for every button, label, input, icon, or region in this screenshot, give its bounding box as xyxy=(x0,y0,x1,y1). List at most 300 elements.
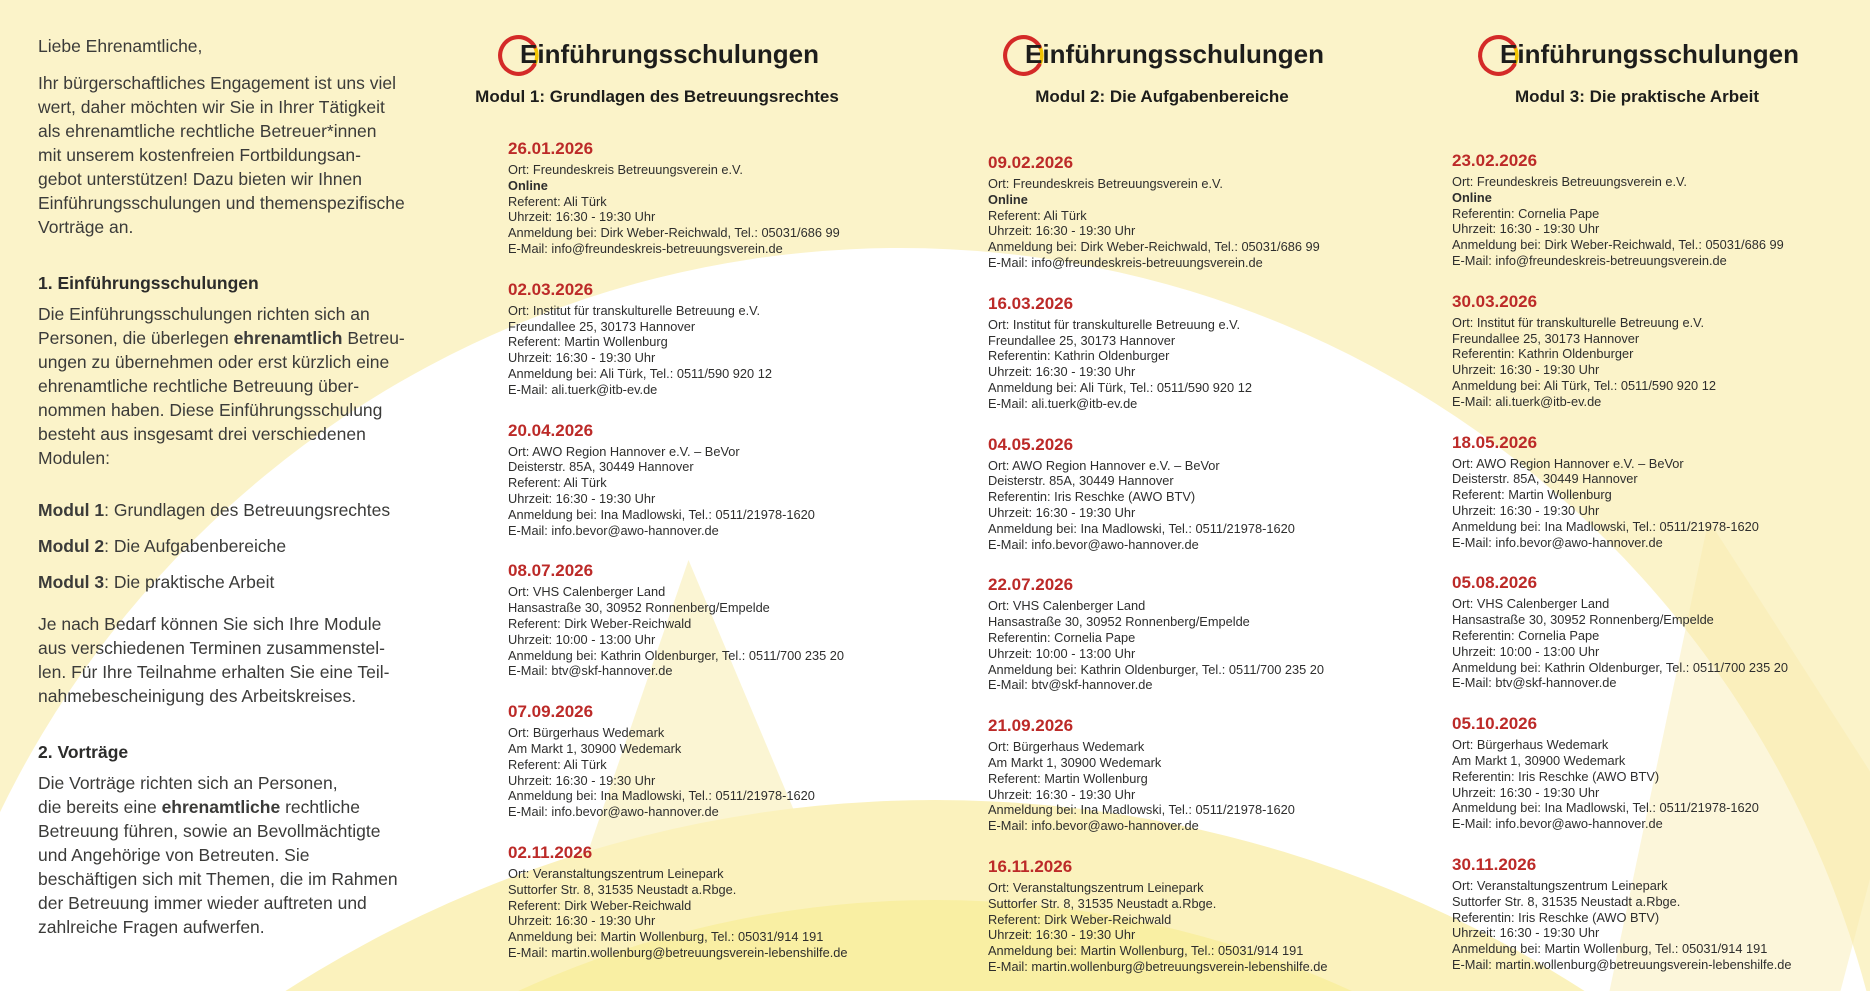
text: Referent: Martin Wollenburg xyxy=(508,334,668,350)
event-line xyxy=(1452,612,1852,628)
event-line xyxy=(1452,253,1852,269)
text: Hansastraße 30, 30952 Ronnenberg/Empelde xyxy=(508,600,770,616)
text: Ort: AWO Region Hannover e.V. – BeVor xyxy=(1452,455,1684,471)
module-subtitle: Modul 3: Die praktische Arbeit xyxy=(1514,87,1760,106)
text: Referentin: Cornelia Pape xyxy=(1452,627,1600,643)
event-entry xyxy=(508,280,872,398)
module-column xyxy=(442,34,872,984)
text: Anmeldung bei: Kathrin Oldenburger, Tel.: 0511/700 235 20 xyxy=(1452,659,1789,675)
text: die bereits eine xyxy=(38,797,162,817)
text: Ort: Freundeskreis Betreuungsverein e.V. xyxy=(1452,174,1687,189)
text-line xyxy=(38,350,438,374)
event-line xyxy=(988,396,1377,412)
event-line xyxy=(508,241,872,257)
event-entry xyxy=(988,435,1377,553)
event-line xyxy=(508,444,872,460)
event-line xyxy=(508,350,872,366)
text: Uhrzeit: 16:30 - 19:30 Uhr xyxy=(988,504,1136,520)
event-line xyxy=(988,473,1377,489)
event-line xyxy=(1452,957,1852,973)
text-line xyxy=(38,119,438,143)
text: Referent: Ali Türk xyxy=(508,756,607,772)
event-line xyxy=(988,959,1377,975)
event-line xyxy=(1452,910,1852,926)
module-column xyxy=(1422,34,1852,991)
event-line xyxy=(508,757,872,773)
event-line xyxy=(508,162,872,178)
text: Ort: Institut für transkulturelle Betreuung e.V. xyxy=(1452,314,1705,330)
text: Anmeldung bei: Ina Madlowski, Tel.: 0511/21978-1620 xyxy=(988,520,1295,536)
text: E-Mail: btv@skf-hannover.de xyxy=(1452,675,1617,691)
event-line xyxy=(508,491,872,507)
text: Uhrzeit: 16:30 - 19:30 Uhr xyxy=(1452,925,1600,941)
event-line xyxy=(1452,737,1852,753)
text: Anmeldung bei: Dirk Weber-Reichwald, Tel.: 05031/686 99 xyxy=(1452,237,1784,253)
text: Deisterstr. 85A, 30449 Hannover xyxy=(508,459,694,475)
text: mit unserem kostenfreien Fortbildungsan- xyxy=(38,145,361,165)
text: Deisterstr. 85A, 30449 Hannover xyxy=(988,473,1174,489)
module-subtitle: Modul 1: Grundlagen des Betreuungsrechtes xyxy=(475,87,839,106)
event-line xyxy=(508,319,872,335)
event-details xyxy=(508,866,872,961)
text-line xyxy=(38,422,438,446)
text: Die Einführungsschulungen richten sich an xyxy=(38,304,370,324)
text: Uhrzeit: 16:30 - 19:30 Uhr xyxy=(508,913,656,929)
text: zahlreiche Fragen aufwerfen. xyxy=(38,917,265,937)
text: E-Mail: martin.wollenburg@betreuungsverein-lebenshilfe.de xyxy=(1452,956,1792,972)
text-line xyxy=(38,215,438,239)
event-line xyxy=(1452,941,1852,957)
greeting: Liebe Ehrenamtliche, xyxy=(38,36,203,56)
text-line xyxy=(38,915,438,939)
event-line xyxy=(988,505,1377,521)
text: Referentin: Cornelia Pape xyxy=(988,629,1136,645)
event-line xyxy=(508,334,872,350)
text: Uhrzeit: 16:30 - 19:30 Uhr xyxy=(1452,784,1600,800)
text-line xyxy=(38,191,438,215)
event-details xyxy=(988,739,1377,834)
event-line xyxy=(988,646,1377,662)
event-line xyxy=(508,882,872,898)
event-line xyxy=(988,192,1377,208)
bold-text: Modul 2 xyxy=(38,536,105,556)
section-1-heading: 1. Einführungsschulungen xyxy=(38,273,259,293)
event-line xyxy=(988,489,1377,505)
event-line xyxy=(1452,894,1852,910)
event-date: 04.05.2026 xyxy=(988,434,1074,454)
text: Referent: Dirk Weber-Reichwald xyxy=(988,911,1172,927)
event-line xyxy=(508,382,872,398)
event-entry xyxy=(1452,151,1852,269)
text: Anmeldung bei: Martin Wollenburg, Tel.: 05031/914 191 xyxy=(508,929,824,945)
event-line xyxy=(1452,800,1852,816)
text: Anmeldung bei: Dirk Weber-Reichwald, Tel.: 05031/686 99 xyxy=(508,225,840,241)
event-date: 30.11.2026 xyxy=(1452,854,1537,874)
text: Ort: VHS Calenberger Land xyxy=(1452,596,1610,612)
text: Anmeldung bei: Ina Madlowski, Tel.: 0511/21978-1620 xyxy=(1452,518,1759,534)
event-line xyxy=(988,458,1377,474)
text: und Angehörige von Betreuten. Sie xyxy=(38,845,310,865)
event-line xyxy=(508,475,872,491)
event-line xyxy=(508,600,872,616)
module-subtitle: Modul 2: Die Aufgabenbereiche xyxy=(1035,87,1289,106)
text-line xyxy=(38,819,438,843)
event-line xyxy=(508,725,872,741)
text: E-Mail: info.bevor@awo-hannover.de xyxy=(508,522,719,538)
event-entry xyxy=(1452,433,1852,551)
column-title: Einführungsschulungen xyxy=(1025,38,1324,69)
text: Anmeldung bei: Martin Wollenburg, Tel.: 05031/914 191 xyxy=(1452,941,1768,957)
text: Freundallee 25, 30173 Hannover xyxy=(508,318,696,334)
text: Referentin: Cornelia Pape xyxy=(1452,205,1600,221)
text: E-Mail: martin.wollenburg@betreuungsverein-lebenshilfe.de xyxy=(988,958,1328,974)
event-line xyxy=(1452,331,1852,347)
bold-text: ehrenamtliche xyxy=(161,797,281,817)
event-line xyxy=(508,225,872,241)
text-line xyxy=(38,498,438,522)
text: Referent: Ali Türk xyxy=(988,207,1087,223)
event-details xyxy=(1452,315,1852,410)
event-line xyxy=(1452,190,1852,206)
column-header xyxy=(1422,34,1852,107)
text: : Die Aufgabenbereiche xyxy=(104,536,287,556)
text: Suttorfer Str. 8, 31535 Neustadt a.Rbge. xyxy=(1452,893,1681,909)
intro-paragraph-2 xyxy=(38,612,438,708)
text: Anmeldung bei: Kathrin Oldenburger, Tel.: 0511/700 235 20 xyxy=(988,661,1325,677)
event-line xyxy=(508,663,872,679)
event-date: 08.07.2026 xyxy=(508,561,594,581)
text-line xyxy=(38,684,438,708)
text: E-Mail: ali.tuerk@itb-ev.de xyxy=(988,395,1138,411)
event-line xyxy=(508,366,872,382)
event-details xyxy=(988,598,1377,693)
text: Ort: Institut für transkulturelle Betreuung e.V. xyxy=(988,316,1241,332)
intro-paragraph-1 xyxy=(38,71,438,239)
bold-text: Online xyxy=(988,191,1028,207)
event-details xyxy=(1452,878,1852,973)
event-list xyxy=(1422,151,1852,973)
text: Am Markt 1, 30900 Wedemark xyxy=(508,740,682,756)
intro-column xyxy=(38,34,438,939)
text: Ort: Veranstaltungszentrum Leinepark xyxy=(508,865,724,881)
text: Referent: Dirk Weber-Reichwald xyxy=(508,615,692,631)
text: Anmeldung bei: Ali Türk, Tel.: 0511/590 920 12 xyxy=(988,379,1252,395)
text: Referentin: Kathrin Oldenburger xyxy=(1452,346,1634,362)
text: Freundallee 25, 30173 Hannover xyxy=(988,332,1176,348)
event-line xyxy=(508,741,872,757)
event-line xyxy=(1452,315,1852,331)
text-line xyxy=(38,570,438,594)
event-entry xyxy=(508,561,872,679)
text: Uhrzeit: 16:30 - 19:30 Uhr xyxy=(508,490,656,506)
module-column xyxy=(947,34,1377,991)
text: Referentin: Iris Reschke (AWO BTV) xyxy=(988,489,1196,505)
event-date: 05.10.2026 xyxy=(1452,714,1538,734)
event-line xyxy=(1452,925,1852,941)
text: Am Markt 1, 30900 Wedemark xyxy=(1452,752,1626,768)
event-details xyxy=(1452,174,1852,269)
text-line xyxy=(38,891,438,915)
event-line xyxy=(988,943,1377,959)
text: Referentin: Iris Reschke (AWO BTV) xyxy=(1452,768,1660,784)
event-date: 20.04.2026 xyxy=(508,420,594,440)
event-line xyxy=(988,333,1377,349)
event-line xyxy=(988,880,1377,896)
text: Anmeldung bei: Ali Türk, Tel.: 0511/590 920 12 xyxy=(508,365,772,381)
event-line xyxy=(988,662,1377,678)
bold-text: Modul 3 xyxy=(38,572,105,592)
text: wert, daher möchten wir Sie in Ihrer Tätigkeit xyxy=(38,97,385,117)
event-line xyxy=(988,598,1377,614)
event-line xyxy=(1452,394,1852,410)
event-line xyxy=(988,896,1377,912)
event-line xyxy=(1452,660,1852,676)
text: Ort: Veranstaltungszentrum Leinepark xyxy=(1452,877,1668,893)
text: Uhrzeit: 16:30 - 19:30 Uhr xyxy=(508,209,656,225)
text: E-Mail: info@freundeskreis-betreuungsverein.de xyxy=(988,254,1263,270)
column-header xyxy=(947,34,1377,107)
event-entry xyxy=(508,421,872,539)
event-details xyxy=(988,176,1377,271)
event-line xyxy=(988,208,1377,224)
event-date: 30.03.2026 xyxy=(1452,291,1538,311)
text: : Die praktische Arbeit xyxy=(104,572,275,592)
text: Uhrzeit: 16:30 - 19:30 Uhr xyxy=(988,786,1136,802)
text: Ort: AWO Region Hannover e.V. – BeVor xyxy=(508,443,740,459)
text-line xyxy=(38,143,438,167)
event-line xyxy=(508,866,872,882)
text-line xyxy=(38,843,438,867)
event-line xyxy=(988,787,1377,803)
text: Ort: Institut für transkulturelle Betreuung e.V. xyxy=(508,302,761,318)
event-line xyxy=(508,788,872,804)
event-details xyxy=(1452,737,1852,832)
event-entry xyxy=(988,153,1377,271)
text-line xyxy=(38,446,438,470)
text: Vorträge an. xyxy=(38,217,134,237)
module-list xyxy=(38,498,438,594)
text: Ort: Freundeskreis Betreuungsverein e.V. xyxy=(988,176,1223,191)
text: Ort: Veranstaltungszentrum Leinepark xyxy=(988,879,1204,895)
event-list xyxy=(947,153,1377,975)
event-line xyxy=(508,929,872,945)
text: Uhrzeit: 16:30 - 19:30 Uhr xyxy=(1452,221,1600,237)
event-line xyxy=(508,194,872,210)
text: Uhrzeit: 16:30 - 19:30 Uhr xyxy=(988,364,1136,380)
text: Ihr bürgerschaftliches Engagement ist uns viel xyxy=(38,73,396,93)
event-line xyxy=(508,584,872,600)
column-title: Einführungsschulungen xyxy=(520,38,819,69)
event-line xyxy=(1452,362,1852,378)
column-title-row xyxy=(442,34,872,74)
event-details xyxy=(508,444,872,539)
event-line xyxy=(508,523,872,539)
text: Betreu- xyxy=(342,328,405,348)
text: Anmeldung bei: Ina Madlowski, Tel.: 0511/21978-1620 xyxy=(508,788,815,804)
event-details xyxy=(988,880,1377,975)
event-line xyxy=(508,913,872,929)
column-title-row xyxy=(947,34,1377,74)
event-line xyxy=(988,677,1377,693)
text: Ort: Freundeskreis Betreuungsverein e.V. xyxy=(508,162,743,177)
text: Uhrzeit: 10:00 - 13:00 Uhr xyxy=(508,631,656,647)
event-line xyxy=(988,223,1377,239)
event-line xyxy=(988,348,1377,364)
text: ungen zu übernehmen oder erst kürzlich eine xyxy=(38,352,390,372)
text-line xyxy=(38,302,438,326)
text: Referent: Martin Wollenburg xyxy=(1452,487,1612,503)
text: E-Mail: info.bevor@awo-hannover.de xyxy=(988,818,1199,834)
event-details xyxy=(1452,456,1852,551)
text: Suttorfer Str. 8, 31535 Neustadt a.Rbge. xyxy=(508,881,737,897)
event-date: 26.01.2026 xyxy=(508,139,594,158)
event-entry xyxy=(988,716,1377,834)
event-line xyxy=(988,317,1377,333)
text: Anmeldung bei: Martin Wollenburg, Tel.: 05031/914 191 xyxy=(988,943,1304,959)
bold-text: ehrenamtlich xyxy=(233,328,343,348)
event-entry xyxy=(988,575,1377,693)
event-entry xyxy=(1452,292,1852,410)
event-line xyxy=(1452,503,1852,519)
event-list xyxy=(442,139,872,961)
event-line xyxy=(1452,174,1852,190)
event-line xyxy=(508,945,872,961)
text-line xyxy=(38,795,438,819)
text: Referent: Dirk Weber-Reichwald xyxy=(508,897,692,913)
text: Uhrzeit: 10:00 - 13:00 Uhr xyxy=(1452,643,1600,659)
text: Ort: Bürgerhaus Wedemark xyxy=(1452,737,1609,753)
event-line xyxy=(1452,785,1852,801)
bold-text: Online xyxy=(1452,189,1492,205)
text: Am Markt 1, 30900 Wedemark xyxy=(988,754,1162,770)
event-details xyxy=(508,303,872,398)
text-line xyxy=(38,326,438,350)
event-line xyxy=(508,632,872,648)
event-line xyxy=(1452,816,1852,832)
event-date: 16.03.2026 xyxy=(988,293,1074,313)
event-details xyxy=(508,162,872,257)
event-line xyxy=(988,818,1377,834)
event-line xyxy=(988,739,1377,755)
text: : Grundlagen des Betreuungsrechtes xyxy=(104,500,391,520)
event-line xyxy=(1452,628,1852,644)
bold-text: Online xyxy=(508,177,548,193)
event-line xyxy=(1452,378,1852,394)
event-details xyxy=(988,317,1377,412)
event-line xyxy=(988,537,1377,553)
event-date: 23.02.2026 xyxy=(1452,151,1538,170)
text: Die Vorträge richten sich an Personen, xyxy=(38,773,338,793)
text: als ehrenamtliche rechtliche Betreuer*innen xyxy=(38,121,377,141)
event-line xyxy=(1452,471,1852,487)
text-line xyxy=(38,167,438,191)
section-2-text xyxy=(38,771,438,939)
column-title: Einführungsschulungen xyxy=(1500,38,1799,69)
text: Freundallee 25, 30173 Hannover xyxy=(1452,330,1640,346)
column-header xyxy=(442,34,872,107)
text: E-Mail: info@freundeskreis-betreuungsverein.de xyxy=(508,240,783,256)
text: Referent: Ali Türk xyxy=(508,475,607,491)
event-line xyxy=(508,898,872,914)
event-line xyxy=(1452,237,1852,253)
text: Anmeldung bei: Ina Madlowski, Tel.: 0511/21978-1620 xyxy=(508,506,815,522)
event-line xyxy=(988,239,1377,255)
text: Ort: VHS Calenberger Land xyxy=(508,584,666,600)
event-line xyxy=(508,459,872,475)
text: der Betreuung immer wieder auftreten und xyxy=(38,893,367,913)
text: E-Mail: martin.wollenburg@betreuungsverein-lebenshilfe.de xyxy=(508,944,848,960)
text-line xyxy=(38,771,438,795)
event-line xyxy=(1452,753,1852,769)
text-line xyxy=(38,660,438,684)
text: E-Mail: ali.tuerk@itb-ev.de xyxy=(508,381,658,397)
text: Ort: Bürgerhaus Wedemark xyxy=(508,725,665,741)
text: beschäftigen sich mit Themen, die im Rahmen xyxy=(38,869,398,889)
text-line xyxy=(38,71,438,95)
event-line xyxy=(988,255,1377,271)
event-entry xyxy=(508,139,872,257)
text: Referentin: Iris Reschke (AWO BTV) xyxy=(1452,909,1660,925)
text-line xyxy=(38,867,438,891)
event-details xyxy=(1452,596,1852,691)
event-entry xyxy=(988,857,1377,975)
text: E-Mail: info.bevor@awo-hannover.de xyxy=(988,536,1199,552)
event-line xyxy=(1452,675,1852,691)
text: Modulen: xyxy=(38,448,110,468)
text: Uhrzeit: 16:30 - 19:30 Uhr xyxy=(988,223,1136,239)
text: Referentin: Kathrin Oldenburger xyxy=(988,348,1170,364)
event-line xyxy=(1452,206,1852,222)
text: Hansastraße 30, 30952 Ronnenberg/Empelde xyxy=(988,614,1250,630)
text: Uhrzeit: 16:30 - 19:30 Uhr xyxy=(508,350,656,366)
text: E-Mail: info.bevor@awo-hannover.de xyxy=(1452,816,1663,832)
text: besteht aus insgesamt drei verschiedenen xyxy=(38,424,366,444)
text: aus verschiedenen Terminen zusammenstel- xyxy=(38,638,385,658)
event-entry xyxy=(988,294,1377,412)
text: Anmeldung bei: Dirk Weber-Reichwald, Tel.: 05031/686 99 xyxy=(988,239,1320,255)
text-line xyxy=(38,636,438,660)
event-entry xyxy=(508,843,872,961)
text: Uhrzeit: 16:30 - 19:30 Uhr xyxy=(508,772,656,788)
event-date: 05.08.2026 xyxy=(1452,573,1538,593)
text-line xyxy=(38,612,438,636)
text: Referent: Ali Türk xyxy=(508,193,607,209)
event-line xyxy=(508,648,872,664)
event-line xyxy=(1452,769,1852,785)
text: Ort: Bürgerhaus Wedemark xyxy=(988,739,1145,755)
event-line xyxy=(1452,644,1852,660)
text: nahmebescheinigung des Arbeitskreises. xyxy=(38,686,357,706)
event-date: 09.02.2026 xyxy=(988,153,1074,172)
text: Ort: AWO Region Hannover e.V. – BeVor xyxy=(988,457,1220,473)
text: Referent: Martin Wollenburg xyxy=(988,770,1148,786)
event-line xyxy=(1452,596,1852,612)
event-entry xyxy=(1452,714,1852,832)
event-date: 02.03.2026 xyxy=(508,279,594,299)
event-line xyxy=(508,178,872,194)
event-line xyxy=(1452,456,1852,472)
bold-text: Modul 1 xyxy=(38,500,105,520)
event-line xyxy=(1452,221,1852,237)
event-line xyxy=(988,176,1377,192)
event-entry xyxy=(1452,855,1852,973)
text: Uhrzeit: 16:30 - 19:30 Uhr xyxy=(1452,362,1600,378)
event-line xyxy=(988,771,1377,787)
text: rechtliche xyxy=(280,797,360,817)
event-line xyxy=(508,773,872,789)
text: Suttorfer Str. 8, 31535 Neustadt a.Rbge. xyxy=(988,895,1217,911)
text: E-Mail: btv@skf-hannover.de xyxy=(508,663,673,679)
